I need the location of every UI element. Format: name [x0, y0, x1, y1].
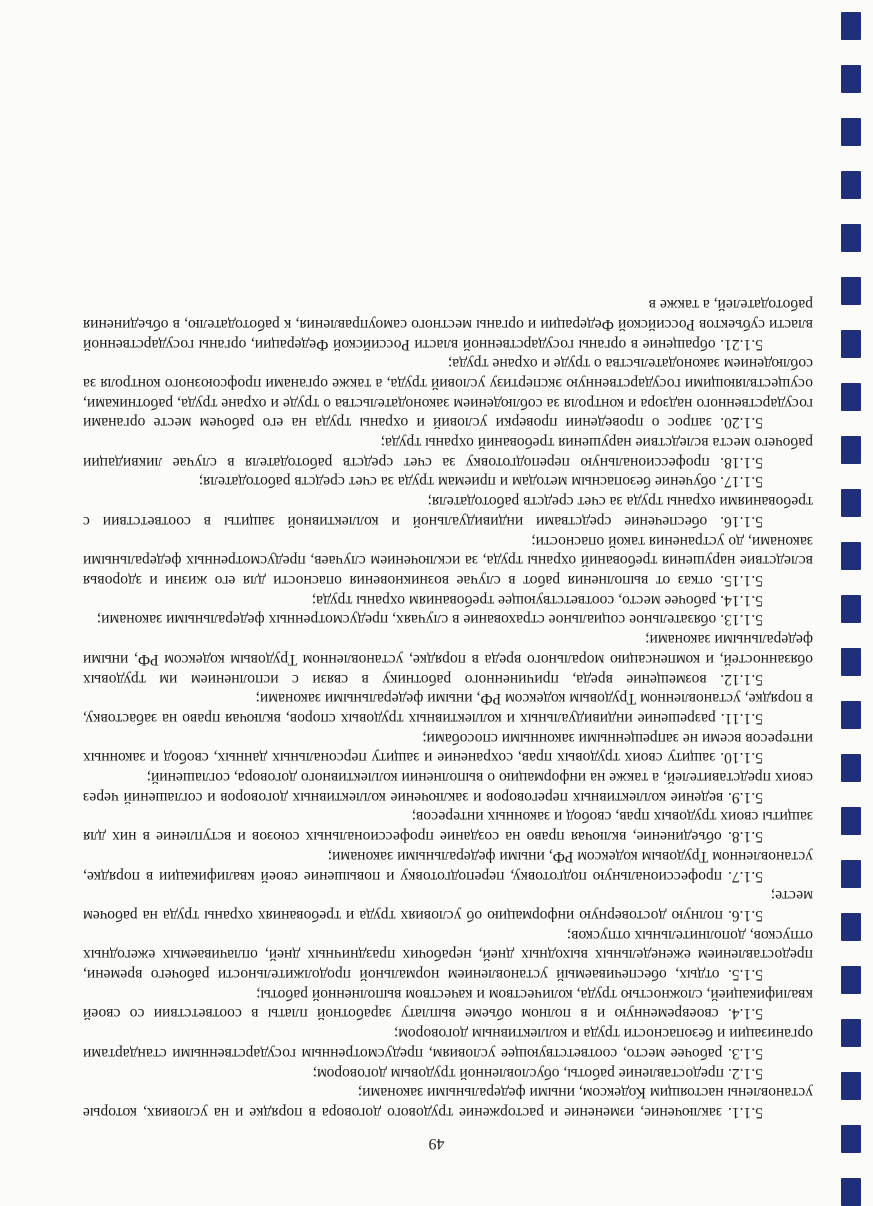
paragraph: 5.1.17. обучение безопасным методам и приемам труда за счет средств работодателя;: [198, 473, 763, 491]
paragraph: 5.1.10. защиту своих трудовых прав, сохранение и защиту персональных данных, свобод и законных интересов всеми не запрещенными законными способами;: [83, 729, 813, 767]
paragraph: 5.1.9. ведение коллективных переговоров и заключение коллективных договоров и соглашений через своих представителей, а также на информацию о выполнении коллективного договора, соглашений;: [83, 769, 813, 806]
paragraph: 5.1.1. заключение, изменение и расторжение трудового договора в порядке и на условиях, которые установлены настоящим Кодексом, иными федеральными законами;: [83, 1084, 813, 1121]
paragraph: 5.1.18. профессиональную переподготовку за счет средств работодателя в случае ликвидации рабочего места вследствие нарушения требований охраны труда;: [83, 434, 813, 471]
paragraph: 5.1.5. отдых, обеспечиваемый установлением нормальной продолжительности рабочего времени, предоставлением еженедельных выходных дней, нерабочих праздничных дней, оплачиваемых ежегодных отпусков, дополнительных отпусков;: [83, 926, 813, 984]
paragraph: 5.1.11. разрешение индивидуальных и коллективных трудовых споров, включая право на забастовку, в порядке, установленном Трудовым кодексом РФ, иными федеральными законами;: [83, 690, 813, 727]
paragraph: 5.1.6. полную достоверную информацию об условиях труда и требованиях охраны труда на рабочем месте;: [83, 887, 813, 924]
page-number: 49: [428, 1135, 445, 1152]
paragraph: 5.1.14. рабочее место, соответствующее требованиям охраны труда;: [311, 591, 763, 609]
paragraph: 5.1.12. возмещение вреда, причиненного работнику в связи с исполнением им трудовых обязанностей, и компенсацию морального вреда в порядке, установленном Трудовым кодексом РФ, иными федеральными законами;: [83, 631, 813, 688]
document-body: [83, 294, 813, 1122]
paragraph: 5.1.2. предоставление работы, обусловленной трудовым договором;: [312, 1064, 763, 1082]
paragraph: 5.1.3. рабочее место, соответствующее условиям, предусмотренным государственными стандартами организации и безопасности труда и коллективным договором;: [83, 1025, 813, 1062]
paragraph: 5.1.20. запрос о проведении проверки условий и охраны труда на его рабочем месте органами государственного надзора и контроля за соблюдением законодательства о труде и охране труда, работниками, осуществляющими государственную экспертизу условий труда, а также органами профсоюзного контроля за соблюдением законодательства о труде и охране труда;: [83, 355, 813, 432]
paragraph: 5.1.16. обеспечение средствами индивидуальной и коллективной защиты в соответствии с требованиями охраны труда за счет средств работодателя;: [83, 493, 813, 530]
paragraph: 5.1.7. профессиональную подготовку, переподготовку и повышение своей квалификации в порядке, установленном Трудовым кодексом РФ, иными федеральными законами;: [83, 847, 813, 885]
paragraph: 5.1.8. объединение, включая право на создание профессиональных союзов и вступление в них для защиты своих трудовых прав, свобод и законных интересов;: [83, 808, 813, 846]
paragraph: 5.1.13. обязательное социальное страхование в случаях, предусмотренных федеральными законами;: [96, 611, 763, 629]
paragraph: 5.1.4. своевременную и в полном объеме выплату заработной платы в соответствии со своей квалификацией, сложностью труда, количеством и качеством выполненной работы;: [83, 985, 813, 1023]
paragraph: 5.1.15. отказ от выполнения работ в случае возникновения опасности для его жизни и здоровья вследствие нарушения требований охраны труда, за исключением случаев, предусмотренных федеральными законами, до устранения такой опасности;: [83, 532, 813, 590]
paragraph: 5.1.21. обращение в органы государственной власти Российской Федерации, органы государственной власти субъектов Российской Федерации и органы местного самоуправления, к работодателю, в объединения работодателей, а также в: [83, 296, 813, 353]
